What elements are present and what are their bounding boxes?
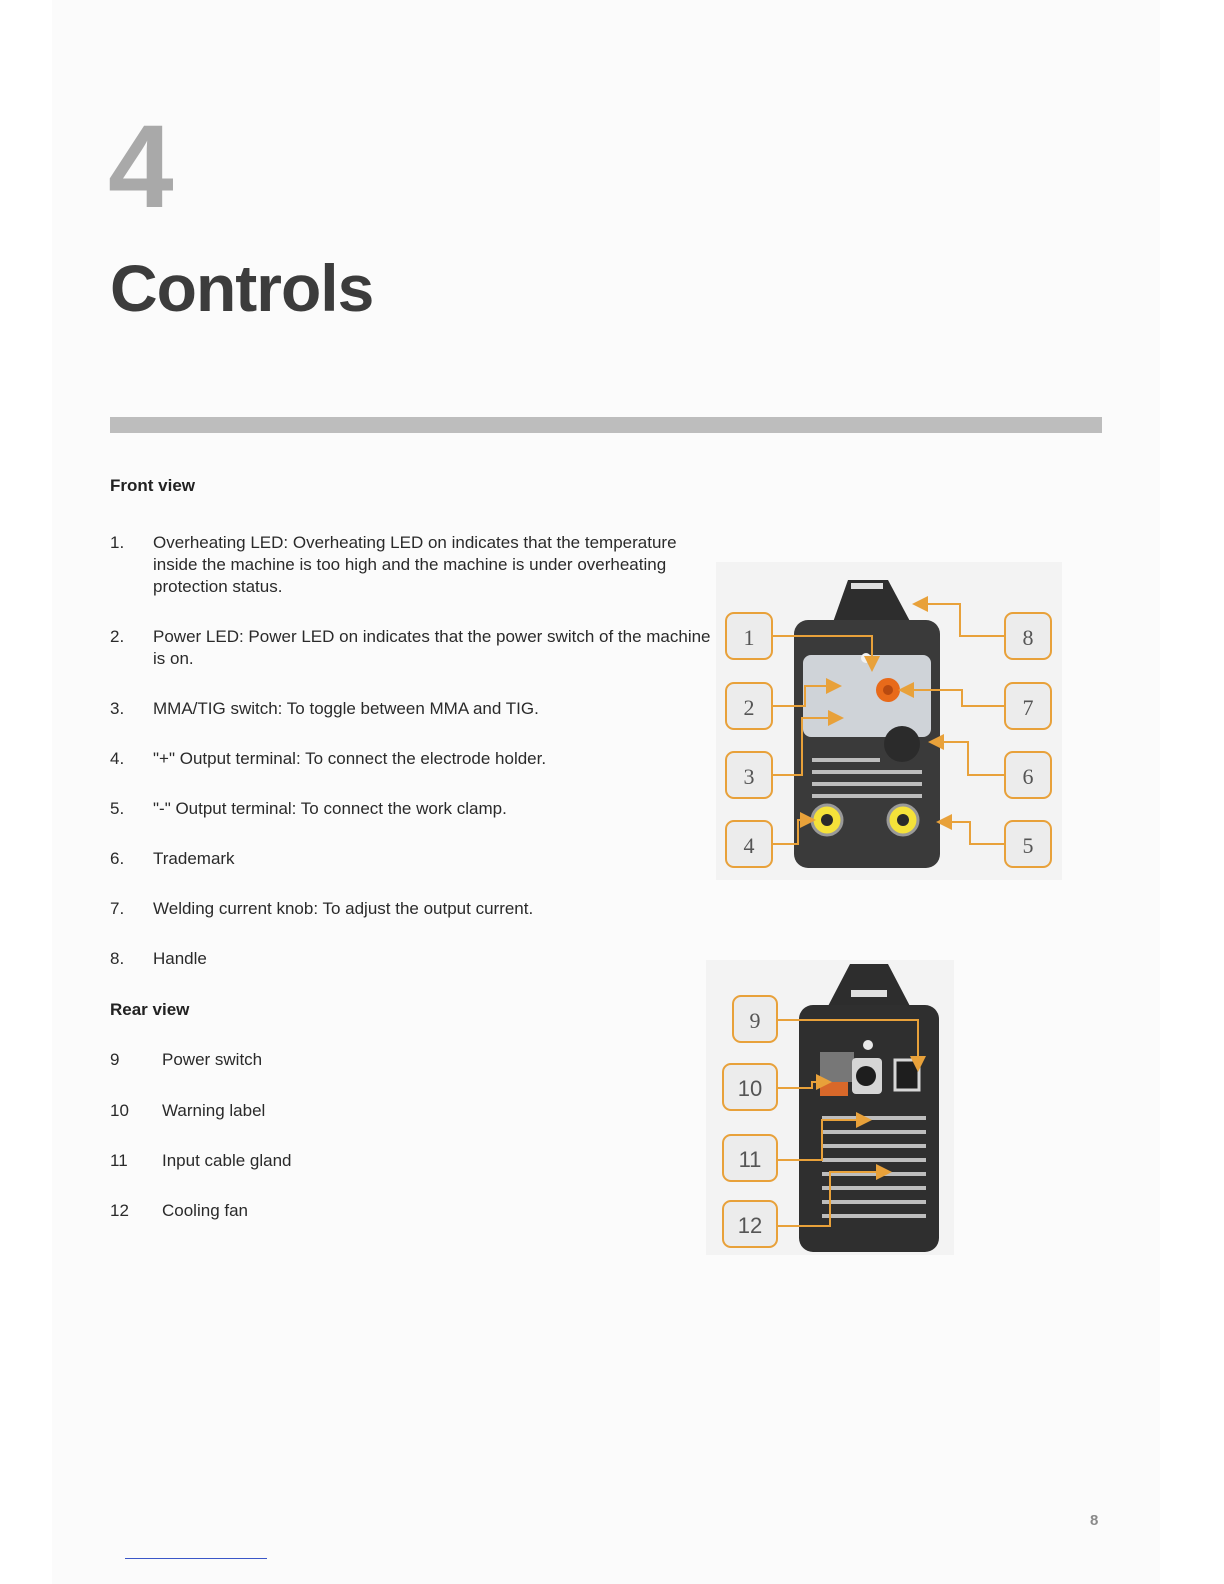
- item-number: 4.: [110, 749, 125, 768]
- overheat-led: [861, 653, 871, 663]
- item-number: 2.: [110, 627, 125, 646]
- item-number: 7.: [110, 899, 125, 918]
- item-text: MMA/TIG switch: To toggle between MMA and TIG.: [153, 699, 539, 718]
- front-view-heading: Front view: [110, 476, 196, 495]
- item-number: 6.: [110, 849, 125, 868]
- item-text: Welding current knob: To adjust the output current.: [153, 899, 534, 918]
- rear-view-heading: Rear view: [110, 1000, 190, 1019]
- item-number: 9: [110, 1050, 120, 1069]
- item-text: Trademark: [153, 849, 235, 868]
- footnote-separator: [125, 1558, 267, 1559]
- callout-1: 1: [743, 625, 755, 650]
- callout-3: 3: [743, 764, 755, 789]
- item-number: 3.: [110, 699, 125, 718]
- callout-7: 7: [1022, 695, 1034, 720]
- item-text: Input cable gland: [162, 1151, 292, 1170]
- item-text: Overheating LED: Overheating LED on indicates that the temperature inside the machine is too high and the machine is under overheating protection status.: [153, 533, 677, 596]
- callout-9: 9: [749, 1008, 761, 1033]
- input-cable-gland: [856, 1066, 876, 1086]
- item-text: Warning label: [162, 1101, 266, 1120]
- chapter-title: Controls: [110, 251, 374, 325]
- callout-10: 10: [737, 1076, 763, 1101]
- page-number: 8: [1090, 1512, 1099, 1529]
- item-number: 11: [110, 1151, 128, 1170]
- item-number: 12: [110, 1201, 129, 1220]
- callout-4: 4: [743, 833, 755, 858]
- callout-2: 2: [743, 695, 755, 720]
- item-number: 5.: [110, 799, 125, 818]
- item-text: "+" Output terminal: To connect the electrode holder.: [153, 749, 547, 768]
- callout-12: 12: [737, 1213, 763, 1238]
- callout-11: 11: [738, 1147, 762, 1172]
- item-number: 8.: [110, 949, 125, 968]
- rear-power-switch: [895, 1060, 919, 1090]
- item-number: 1.: [110, 533, 125, 552]
- item-text: Power switch: [162, 1050, 263, 1069]
- item-text: Power LED: Power LED on indicates that the power switch of the machine is on.: [153, 627, 711, 668]
- warning-label: [820, 1052, 854, 1082]
- callout-8: 8: [1022, 625, 1034, 650]
- chapter-number: 4: [108, 101, 174, 233]
- item-number: 10: [110, 1101, 129, 1120]
- trademark-badge: [884, 726, 920, 762]
- callout-6: 6: [1022, 764, 1034, 789]
- item-text: Cooling fan: [162, 1201, 249, 1220]
- callout-5: 5: [1022, 833, 1034, 858]
- item-text: "-" Output terminal: To connect the work clamp.: [153, 799, 507, 818]
- item-text: Handle: [153, 949, 207, 968]
